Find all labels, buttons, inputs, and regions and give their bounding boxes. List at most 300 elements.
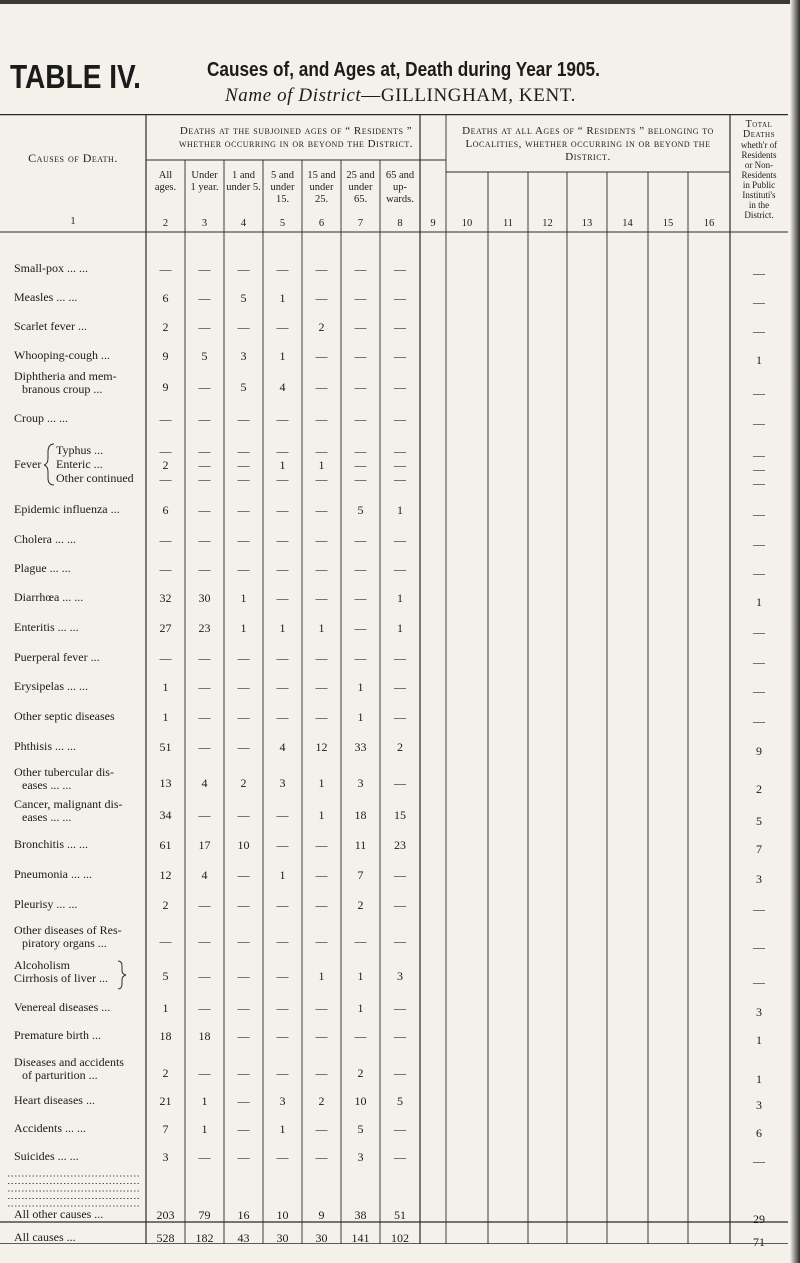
age-header-line: under <box>270 182 295 193</box>
row-total: 1 <box>756 1072 762 1086</box>
row-value-col5: — <box>276 1150 289 1164</box>
row-value-col7: — <box>354 562 367 576</box>
row-value-col7: — <box>354 412 367 426</box>
row-value-col4: — <box>237 868 250 882</box>
row-total: — <box>753 537 765 551</box>
row-total: — <box>753 266 765 280</box>
column-number-12: 12 <box>542 218 553 229</box>
row-label <box>14 766 114 792</box>
scan-right-edge <box>790 0 800 1263</box>
row-value-col6: 12 <box>315 740 328 754</box>
row-total: — <box>753 476 765 490</box>
row-value-col6: 30 <box>315 1231 328 1245</box>
row-value-col2: 18 <box>159 1029 172 1043</box>
row-value-col8: — <box>394 444 406 458</box>
column-number-2: 2 <box>162 218 169 229</box>
row-value-col7: 1 <box>357 710 364 724</box>
row-value-col5: 3 <box>279 1094 286 1108</box>
row-value-col8: 102 <box>391 1231 409 1245</box>
row-value-col5: — <box>276 1029 289 1043</box>
row-label <box>14 1208 103 1221</box>
row-value-col5: — <box>276 934 289 948</box>
row-value-col7: 38 <box>354 1208 367 1222</box>
row-value-col2: 7 <box>162 1122 169 1136</box>
row-value-col4: 16 <box>237 1208 250 1222</box>
row-value-col6: — <box>315 1001 328 1015</box>
row-value-col6: — <box>315 291 328 305</box>
row-value-col7: 3 <box>357 776 364 790</box>
row-label <box>56 472 134 485</box>
column-number-13: 13 <box>581 218 593 229</box>
row-value-col3: — <box>198 1001 211 1015</box>
row-value-col6: — <box>315 503 328 517</box>
row-value-col3: 4 <box>201 868 208 882</box>
age-header-1 <box>146 170 185 194</box>
column-number-6: 6 <box>318 218 325 229</box>
row-value-col6: — <box>315 262 328 276</box>
row-total: — <box>753 566 765 580</box>
row-value-col3: — <box>198 458 211 472</box>
row-value-col6: — <box>315 1150 328 1164</box>
row-value-col8: 1 <box>397 503 403 517</box>
row-value-col8: — <box>394 710 406 724</box>
row-value-col6: — <box>315 533 328 547</box>
row-value-col7: 10 <box>354 1094 367 1108</box>
row-value-col8: — <box>394 680 406 694</box>
row-label-line: Enteritis ... ... <box>14 620 79 634</box>
row-value-col7: 5 <box>357 503 364 517</box>
row-value-col5: — <box>276 591 289 605</box>
row-value-col4: — <box>237 808 250 822</box>
row-value-col7: 2 <box>357 898 364 912</box>
row-value-col2: 203 <box>156 1208 175 1222</box>
age-header-7 <box>380 170 420 206</box>
row-total: — <box>753 940 765 954</box>
row-value-col6: — <box>315 651 328 665</box>
total-header-line: Residents <box>741 170 777 180</box>
row-value-col2: — <box>159 533 172 547</box>
column-number-9: 9 <box>430 218 436 229</box>
row-value-col2: 3 <box>162 1150 169 1164</box>
row-value-col3: 5 <box>201 349 208 363</box>
row-label <box>14 868 92 881</box>
row-value-col6: — <box>315 898 328 912</box>
row-value-col4: — <box>237 562 250 576</box>
row-value-col5: 1 <box>279 621 286 635</box>
row-label <box>14 710 115 723</box>
row-value-col4: — <box>237 1094 250 1108</box>
row-value-col4: — <box>237 458 250 472</box>
column-number-11: 11 <box>502 218 514 229</box>
row-total: 3 <box>756 1005 762 1019</box>
row-value-col3: — <box>198 808 211 822</box>
name-label: Name of District <box>225 85 362 106</box>
row-value-col8: — <box>394 472 406 486</box>
row-total: 3 <box>756 1098 762 1112</box>
row-label <box>14 503 120 516</box>
row-value-col4: 2 <box>240 776 247 790</box>
row-total: — <box>753 386 765 400</box>
row-label-line: Measles ... ... <box>14 290 78 304</box>
total-header-line: in the <box>748 200 770 210</box>
row-label <box>56 444 103 457</box>
row-value-col6: — <box>315 934 328 948</box>
row-value-col5: — <box>276 680 289 694</box>
row-label-line: Alcoholism <box>14 958 70 972</box>
row-value-col5: — <box>276 262 289 276</box>
row-value-col2: 2 <box>162 458 169 472</box>
row-value-col5: 1 <box>279 1122 286 1136</box>
total-header-line: Residents <box>741 150 777 160</box>
age-header-line: ages. <box>154 182 177 193</box>
age-header-line: 65. <box>353 194 368 205</box>
row-value-col6: — <box>315 349 328 363</box>
row-value-col7: 5 <box>357 1122 364 1136</box>
age-header-line: All <box>158 170 173 181</box>
row-label-line: Cirrhosis of liver ... <box>14 971 108 985</box>
row-value-col8: — <box>394 651 406 665</box>
scan-top-edge <box>0 0 800 4</box>
row-value-col4: — <box>237 533 250 547</box>
row-value-col8: — <box>394 898 406 912</box>
row-value-col6: — <box>315 591 328 605</box>
row-value-col4: 5 <box>240 380 247 394</box>
row-label-line: Plague ... ... <box>14 561 71 575</box>
row-value-col7: 18 <box>354 808 367 822</box>
row-label <box>14 1122 86 1135</box>
row-value-col5: 4 <box>279 380 286 394</box>
row-value-col4: — <box>237 934 250 948</box>
row-label-line: Pneumonia ... ... <box>14 867 92 881</box>
age-header-line: 25. <box>314 194 329 205</box>
row-value-col2: 6 <box>162 291 169 305</box>
row-value-col3: — <box>198 651 211 665</box>
row-label <box>14 651 100 664</box>
row-label <box>14 1094 95 1107</box>
group2-header-line3: District. <box>565 151 611 163</box>
row-value-col6: 2 <box>318 1094 325 1108</box>
row-value-col4: — <box>237 503 250 517</box>
row-value-col3: — <box>198 1150 211 1164</box>
row-value-col5: 1 <box>279 868 286 882</box>
row-label <box>14 621 79 634</box>
row-value-col5: — <box>276 533 289 547</box>
alcoholism-brace <box>118 961 126 989</box>
row-value-col4: — <box>237 1066 250 1080</box>
row-value-col8: — <box>394 262 406 276</box>
row-value-col6: — <box>315 472 328 486</box>
row-value-col3: — <box>198 562 211 576</box>
row-value-col5: 30 <box>276 1231 289 1245</box>
row-value-col8: — <box>394 934 406 948</box>
row-label-line: Scarlet fever ... <box>14 319 87 333</box>
row-value-col2: 21 <box>159 1094 172 1108</box>
row-total: 71 <box>753 1235 765 1249</box>
row-value-col8: — <box>394 776 406 790</box>
page-title: Causes of, and Ages at, Death during Year 1905. <box>207 59 600 81</box>
row-value-col7: 11 <box>354 838 367 852</box>
age-header-line: Under <box>191 170 218 181</box>
row-value-col2: 5 <box>162 969 169 983</box>
column-number-5: 5 <box>279 218 286 229</box>
row-value-col7: — <box>354 380 367 394</box>
age-header-line: 65 and <box>385 170 415 181</box>
row-value-col7: 2 <box>357 1066 364 1080</box>
row-value-col5: 4 <box>279 740 286 754</box>
row-value-col6: 1 <box>318 808 325 822</box>
row-total: — <box>753 714 765 728</box>
row-value-col3: — <box>198 969 211 983</box>
row-value-col7: — <box>354 472 367 486</box>
row-value-col3: 30 <box>198 591 211 605</box>
row-value-col8: 1 <box>397 621 403 635</box>
row-label-line: eases ... ... <box>22 778 72 792</box>
row-value-col6: — <box>315 1029 328 1043</box>
row-value-col2: 1 <box>162 680 169 694</box>
row-label <box>14 798 123 824</box>
row-value-col6: 9 <box>318 1208 325 1222</box>
mortality-table <box>0 114 788 1249</box>
row-value-col6: 1 <box>318 458 325 472</box>
row-value-col5: — <box>276 808 289 822</box>
row-value-col7: — <box>354 291 367 305</box>
row-value-col2: — <box>159 412 172 426</box>
row-label <box>14 740 76 753</box>
row-value-col6: — <box>315 868 328 882</box>
row-value-col3: — <box>198 291 211 305</box>
row-value-col4: — <box>237 1122 250 1136</box>
row-value-col2: 1 <box>162 1001 169 1015</box>
column-number-10: 10 <box>461 218 473 229</box>
row-value-col3: — <box>198 380 211 394</box>
row-value-col4: 5 <box>240 291 247 305</box>
row-value-col8: — <box>394 1001 406 1015</box>
row-total: — <box>753 416 765 430</box>
row-label-line: Other diseases of Res- <box>14 923 122 937</box>
column-number-1: 1 <box>70 216 76 227</box>
row-value-col5: — <box>276 472 289 486</box>
row-value-col2: 9 <box>162 349 169 363</box>
row-label-line: Puerperal fever ... <box>14 650 100 664</box>
group1-header-line2: whether occurring in or beyond the District. <box>178 138 414 150</box>
row-total: — <box>753 655 765 669</box>
row-value-col4: — <box>237 1150 250 1164</box>
row-total: 1 <box>756 1033 762 1047</box>
row-value-col3: — <box>198 710 211 724</box>
row-value-col3: 79 <box>198 1208 211 1222</box>
row-label <box>14 680 88 693</box>
row-label <box>14 1056 124 1082</box>
row-value-col5: — <box>276 1066 289 1080</box>
row-label <box>14 924 122 950</box>
row-total: 3 <box>756 872 762 886</box>
row-value-col4: — <box>237 444 250 458</box>
row-label <box>14 1231 76 1244</box>
group2-header-line2: Localities, whether occurring in or beyond the <box>465 138 711 150</box>
fever-brace-label: Fever <box>14 457 42 471</box>
row-value-col4: — <box>237 740 250 754</box>
row-value-col2: 528 <box>156 1231 175 1245</box>
total-header-line: Deaths <box>742 129 775 140</box>
row-value-col8: 1 <box>397 591 403 605</box>
row-value-col8: — <box>394 1122 406 1136</box>
row-value-col8: — <box>394 533 406 547</box>
age-header-line: under 5. <box>226 182 261 193</box>
row-value-col7: 1 <box>357 1001 364 1015</box>
row-value-col3: — <box>198 680 211 694</box>
row-label <box>14 412 68 425</box>
row-value-col7: 33 <box>354 740 367 754</box>
fever-brace <box>44 444 54 485</box>
total-header-line: in Public <box>742 180 776 190</box>
row-value-col3: — <box>198 898 211 912</box>
row-value-col8: 51 <box>394 1208 406 1222</box>
age-header-6 <box>341 170 380 206</box>
row-value-col7: 141 <box>351 1231 370 1245</box>
row-total: 29 <box>753 1212 765 1226</box>
row-label-line: Cancer, malignant dis- <box>14 797 123 811</box>
row-value-col6: — <box>315 838 328 852</box>
row-label <box>14 320 87 333</box>
row-value-col5: 10 <box>276 1208 289 1222</box>
row-value-col2: 9 <box>162 380 169 394</box>
row-value-col4: 1 <box>240 621 247 635</box>
age-header-3 <box>224 170 263 194</box>
row-value-col4: — <box>237 1029 250 1043</box>
row-value-col4: — <box>237 1001 250 1015</box>
row-value-col6: 1 <box>318 969 325 983</box>
row-label <box>14 370 117 396</box>
column-number-15: 15 <box>662 218 674 229</box>
row-value-col6: — <box>315 380 328 394</box>
row-value-col7: 7 <box>357 868 364 882</box>
row-value-col6: — <box>315 1122 328 1136</box>
row-label-line: Erysipelas ... ... <box>14 679 88 693</box>
row-label <box>14 1150 79 1163</box>
row-value-col8: — <box>394 1029 406 1043</box>
row-label-line: of parturition ... <box>22 1068 98 1082</box>
row-value-col2: 6 <box>162 503 169 517</box>
row-value-col2: 2 <box>162 1066 169 1080</box>
row-value-col6: — <box>315 444 328 458</box>
table-number: TABLE IV. <box>10 58 141 95</box>
row-total: — <box>753 902 765 916</box>
age-header-line: under <box>309 182 334 193</box>
row-value-col8: — <box>394 562 406 576</box>
row-value-col8: — <box>394 868 406 882</box>
column-number-3: 3 <box>201 218 208 229</box>
row-label <box>14 1029 101 1042</box>
row-value-col5: — <box>276 562 289 576</box>
row-value-col7: — <box>354 591 367 605</box>
row-label <box>14 562 71 575</box>
row-label-line: Whooping-cough ... <box>14 348 110 362</box>
column-number-4: 4 <box>240 218 247 229</box>
row-label <box>14 838 88 851</box>
total-header-line: Total <box>745 119 773 130</box>
row-value-col5: — <box>276 838 289 852</box>
row-value-col8: — <box>394 380 406 394</box>
row-value-col2: — <box>159 472 172 486</box>
age-header-2 <box>185 170 224 194</box>
row-label <box>14 291 77 304</box>
row-value-col4: — <box>237 412 250 426</box>
row-label-line: piratory organs ... <box>22 936 107 950</box>
row-value-col7: — <box>354 320 367 334</box>
row-label-line: Accidents ... ... <box>14 1121 86 1135</box>
row-value-col2: 2 <box>162 898 169 912</box>
row-value-col3: 23 <box>198 621 211 635</box>
row-value-col3: 17 <box>198 838 211 852</box>
row-value-col5: 1 <box>279 458 286 472</box>
age-header-line: 15. <box>275 194 290 205</box>
row-value-col5: — <box>276 503 289 517</box>
row-label-line: Typhus ... <box>56 443 104 457</box>
row-value-col4: — <box>237 710 250 724</box>
row-value-col6: 1 <box>318 621 325 635</box>
row-value-col2: 2 <box>162 320 169 334</box>
row-value-col8: 2 <box>397 740 403 754</box>
row-value-col4: 10 <box>237 838 250 852</box>
row-value-col2: 27 <box>159 621 172 635</box>
row-value-col7: — <box>354 262 367 276</box>
row-value-col5: 3 <box>279 776 286 790</box>
row-total: — <box>753 1154 765 1168</box>
row-value-col8: — <box>394 1066 406 1080</box>
row-total: — <box>753 324 765 338</box>
column-number-14: 14 <box>622 218 633 229</box>
row-value-col2: 12 <box>159 868 172 882</box>
column-number-16: 16 <box>703 218 715 229</box>
row-value-col5: — <box>276 1001 289 1015</box>
row-total: 5 <box>756 814 762 828</box>
row-value-col4: — <box>237 680 250 694</box>
row-value-col4: 3 <box>240 349 247 363</box>
row-total: — <box>753 295 765 309</box>
group1-header-line1: Deaths at the subjoined ages of “ Residents ” <box>179 125 413 137</box>
causes-header: Causes of Death. <box>28 151 118 165</box>
row-value-col3: 18 <box>198 1029 211 1043</box>
row-label <box>14 262 88 275</box>
row-value-col4: — <box>237 898 250 912</box>
row-label-line: Croup ... ... <box>14 411 68 425</box>
row-value-col2: — <box>159 444 172 458</box>
row-total: 6 <box>756 1126 762 1140</box>
district-line <box>225 85 576 107</box>
row-label <box>14 533 76 546</box>
row-label <box>14 959 108 985</box>
row-value-col7: — <box>354 651 367 665</box>
row-label-line: Other continued <box>56 471 134 485</box>
row-value-col3: 1 <box>201 1094 208 1108</box>
row-value-col7: 3 <box>357 1150 364 1164</box>
row-value-col5: — <box>276 898 289 912</box>
row-value-col2: 61 <box>159 838 172 852</box>
row-total: — <box>753 625 765 639</box>
district-name: —GILLINGHAM, KENT. <box>361 85 576 106</box>
row-value-col2: 13 <box>159 776 172 790</box>
row-total: 2 <box>756 782 762 796</box>
row-value-col5: — <box>276 651 289 665</box>
row-value-col5: — <box>276 320 289 334</box>
column-number-7: 7 <box>357 218 364 229</box>
row-value-col8: — <box>394 412 406 426</box>
row-value-col7: — <box>354 621 367 635</box>
row-value-col3: — <box>198 533 211 547</box>
row-value-col2: — <box>159 934 172 948</box>
row-label-line: Other septic diseases <box>14 709 115 723</box>
row-value-col3: — <box>198 262 211 276</box>
